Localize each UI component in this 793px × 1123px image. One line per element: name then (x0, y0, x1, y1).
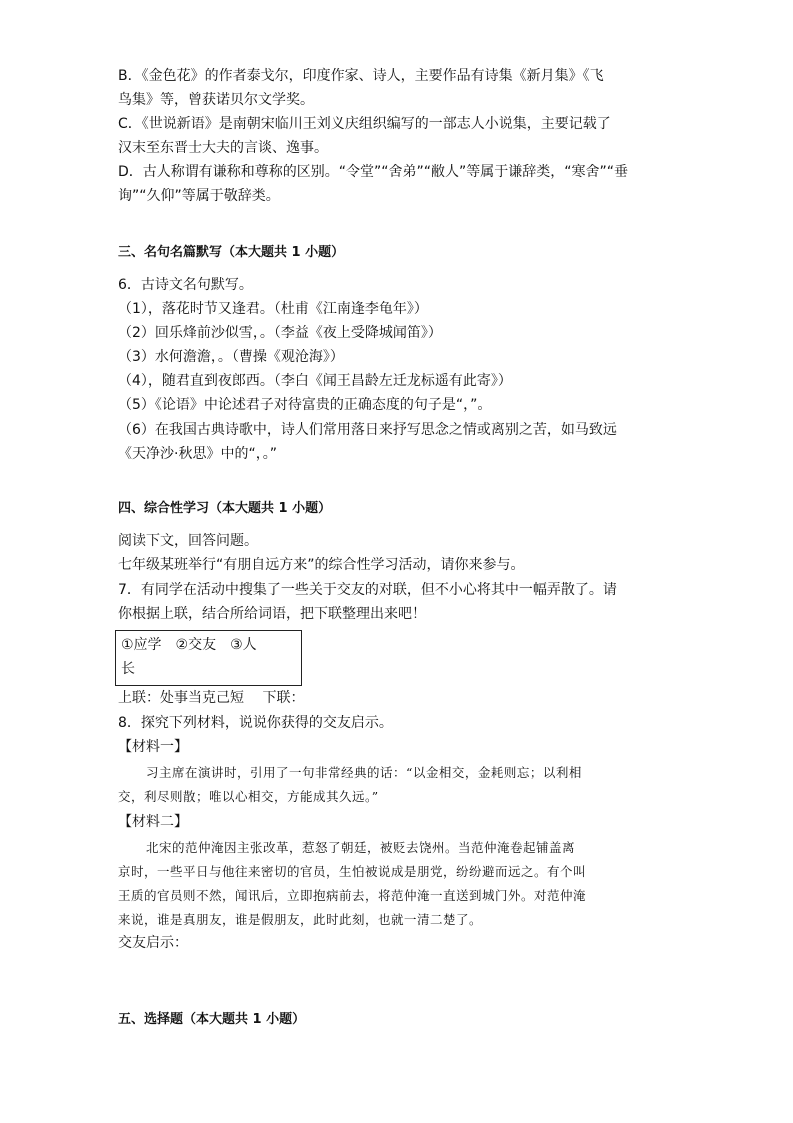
q6-item-2: （2）回乐烽前沙似雪，。（李益《夜上受降城闻笛》） (118, 325, 442, 341)
material-2-line-2: 京时，一些平日与他往来密切的官员，生怕被说成是朋党，纷纷避而远之。有个叫 (118, 864, 587, 879)
section-4-intro-1: 阅读下文，回答问题。 (118, 533, 258, 549)
word-options-line-1: ①应学 ②交友 ③人 (121, 637, 257, 653)
section-5-heading: 五、选择题（本大题共 1 小题） (118, 1012, 306, 1027)
material-2-line-4: 来说，谁是真朋友，谁是假朋友，此时此刻，也就一清二楚了。 (118, 912, 483, 927)
q6-item-4: （4），随君直到夜郎西。（李白《闻王昌龄左迁龙标遥有此寄》） (118, 373, 512, 389)
option-d-line-1: D．古人称谓有谦称和尊称的区别。“令堂”“舍弟”“敝人”等属于谦辞类，“寒舍”“垂 (118, 164, 629, 180)
word-options-line-2: 长 (121, 661, 135, 677)
word-options-box (115, 630, 302, 686)
q6-item-3: （3）水何澹澹，。（曹操《观沧海》） (118, 349, 344, 365)
option-c-line-2: 汉末至东晋士大夫的言谈、逸事。 (118, 140, 328, 156)
q6-item-1: （1），落花时节又逢君。（杜甫《江南逢李龟年》） (118, 301, 428, 317)
section-4-intro-2: 七年级某班举行“有朋自远方来”的综合性学习活动，请你来参与。 (118, 557, 525, 573)
q6-item-6-line-2: 《天净沙·秋思》中的“，。” (118, 446, 277, 462)
material-2-title: 【材料二】 (118, 814, 188, 830)
couplet-line: 上联：处事当克己短 下联： (118, 690, 305, 706)
question-8: 8．探究下列材料，说说你获得的交友启示。 (118, 715, 393, 731)
section-3-heading: 三、名句名篇默写（本大题共 1 小题） (118, 245, 345, 260)
question-7-line-1: 7．有同学在活动中搜集了一些关于交友的对联，但不小心将其中一幅弄散了。请 (118, 582, 617, 598)
material-1-title: 【材料一】 (118, 739, 188, 755)
q6-item-6-line-1: （6）在我国古典诗歌中，诗人们常用落日来抒写思念之情或离别之苦，如马致远 (118, 422, 617, 438)
material-1-line-2: 交，利尽则散；唯以心相交，方能成其久远。” (118, 789, 379, 804)
question-7-line-2: 你根据上联，结合所给词语，把下联整理出来吧！ (118, 606, 426, 622)
material-2-line-3: 王质的官员则不然，闻讯后，立即抱病前去，将范仲淹一直送到城门外。对范仲淹 (118, 888, 587, 903)
answer-label: 交友启示： (118, 935, 188, 951)
q6-item-5: （5）《论语》中论述君子对待富贵的正确态度的句子是“，”。 (118, 397, 492, 413)
question-6: 6．古诗文名句默写。 (118, 277, 253, 293)
material-2-line-1: 北宋的范仲淹因主张改革，惹怒了朝廷，被贬去饶州。当范仲淹卷起铺盖离 (146, 840, 576, 855)
option-b-line-1: B．《金色花》的作者泰戈尔，印度作家、诗人，主要作品有诗集《新月集》《飞 (118, 68, 604, 84)
section-4-heading: 四、综合性学习（本大题共 1 小题） (118, 501, 332, 516)
option-c-line-1: C．《世说新语》是南朝宋临川王刘义庆组织编写的一部志人小说集，主要记载了 (118, 116, 611, 132)
material-1-line-1: 习主席在演讲时，引用了一句非常经典的话：“以金相交，金耗则忘；以利相 (146, 765, 582, 780)
option-b-line-2: 鸟集》等，曾获诺贝尔文学奖。 (118, 92, 314, 108)
option-d-line-2: 询”“久仰”等属于敬辞类。 (118, 188, 280, 204)
